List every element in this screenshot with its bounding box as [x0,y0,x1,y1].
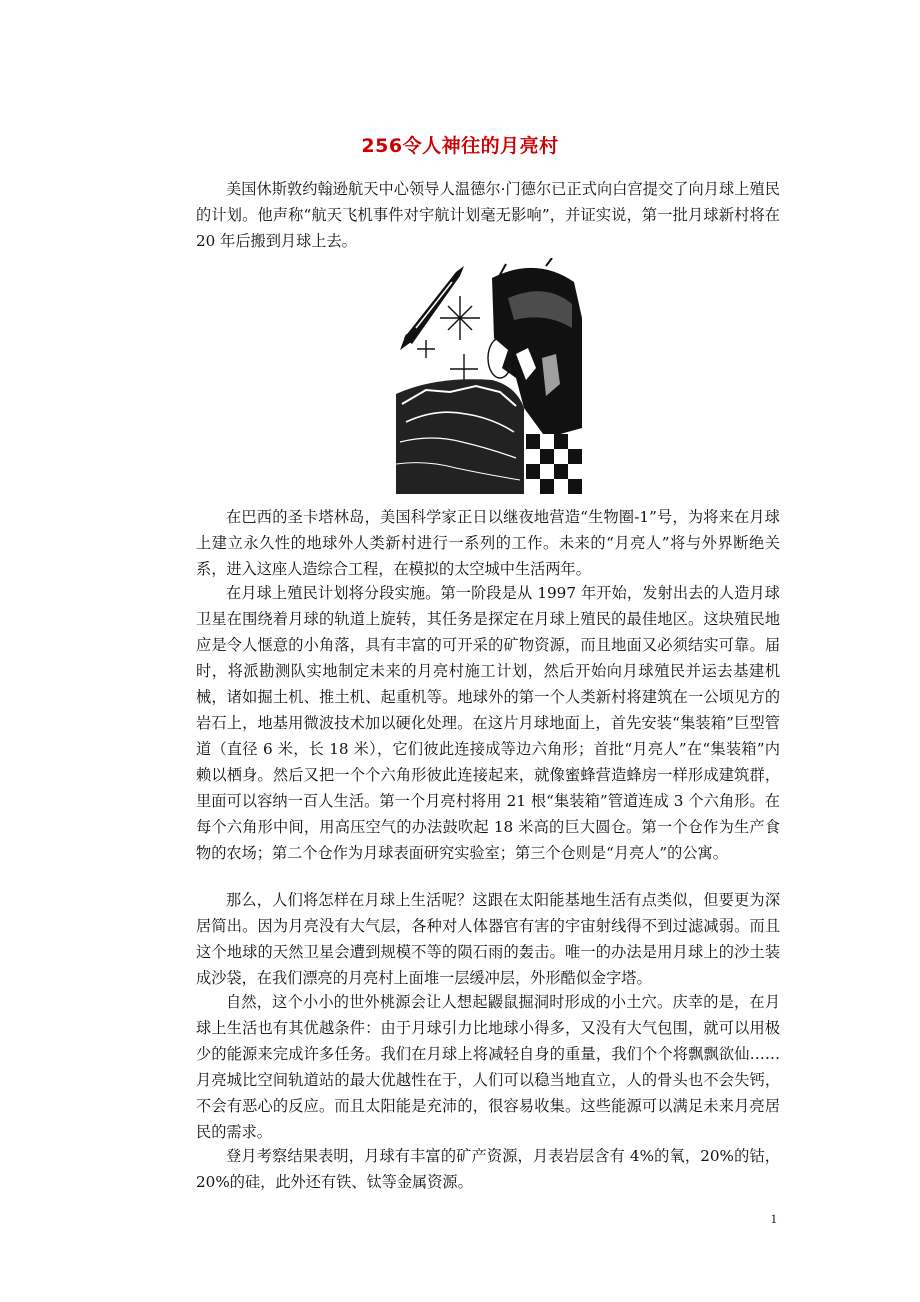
paragraph-5: 自然，这个小小的世外桃源会让人想起鼹鼠掘洞时形成的小土穴。庆幸的是，在月球上生活也有其优越条件：由于月球引力比地球小得多，又没有大气包围，就可以用极少的能源来完成许多任务。我们在月球上将减轻自身的重量，我们个个将飘飘欲仙……月亮城比空间轨道站的最大优越性在于，人们可以稳当地直立，人的骨头也不会失钙，不会有恶心的反应。而且太阳能是充沛的，很容易收集。这些能源可以满足未来月亮居民的需求。 [196,993,780,1141]
paragraph-1: 美国休斯敦约翰逊航天中心领导人温德尔·门德尔已正式向白宫提交了向月球上殖民的计划。他声称“航天飞机事件对宇航计划毫无影响”，并证实说，第一批月球新村将在 20 年后搬到月球上去。 [196,180,780,250]
paragraph-3: 在月球上殖民计划将分段实施。第一阶段是从 1997 年开始，发射出去的人造月球卫星在围绕着月球的轨道上旋转，其任务是探定在月球上殖民的最佳地区。这块殖民地应是令人惬意的小角落，具有丰富的可开采的矿物资源，而且地面又必须结实可靠。届时，将派勘测队实地制定未来的月亮村施工计划，然后开始向月球殖民并运去基建机械，诸如掘土机、推土机、起重机等。地球外的第一个人类新村将建筑在一公顷见方的岩石上，地基用微波技术加以硬化处理。在这片月球地面上，首先安装“集装箱”巨型管道（直径 6 米，长 18 米），它们彼此连接成等边六角形；首批“月亮人”在“集装箱”内赖以栖身。然后又把一个个六角形彼此连接起来，就像蜜蜂营造蜂房一样形成建筑群，里面可以容纳一百人生活。第一个月亮村将用 21 根“集装箱”管道连成 3 个六角形。在每个六角形中间，用高压空气的办法鼓吹起 18 米高的巨大圆仓。第一个仓作为生产食物的农场；第二个仓作为月球表面研究实验室；第三个仓则是“月亮人”的公寓。 [196,584,780,862]
page-number: 1 [770,1211,777,1226]
checkerboard-pattern [526,434,582,494]
paragraph-4: 那么，人们将怎样在月球上生活呢？这跟在太阳能基地生活有点类似，但要更为深居简出。因为月亮没有大气层，各种对人体器官有害的宇宙射线得不到过滤减弱。而且这个地球的天然卫星会遭到规模不等的陨石雨的轰击。唯一的办法是用月球上的沙土装成沙袋，在我们漂亮的月亮村上面堆一层缓冲层，外形酷似金字塔。 [196,891,780,987]
moon-colony-illustration [396,258,582,494]
rocket-icon [400,266,464,350]
moon-base [396,379,524,494]
page-title: 256令人神往的月亮村 [361,135,559,157]
paragraph-2: 在巴西的圣卡塔林岛，美国科学家正日以继夜地营造“生物圈-1”号，为将来在月球上建立永久性的地球外人类新村进行一系列的工作。未来的“月亮人”将与外界断绝关系，进入这座人造综合工程，在模拟的太空城中生活两年。 [196,508,780,578]
paragraph-6: 登月考察结果表明，月球有丰富的矿产资源，月表岩层含有 4%的氧，20%的钴，20%的硅，此外还有铁、钛等金属资源。 [196,1147,780,1191]
star-icon [417,296,480,384]
